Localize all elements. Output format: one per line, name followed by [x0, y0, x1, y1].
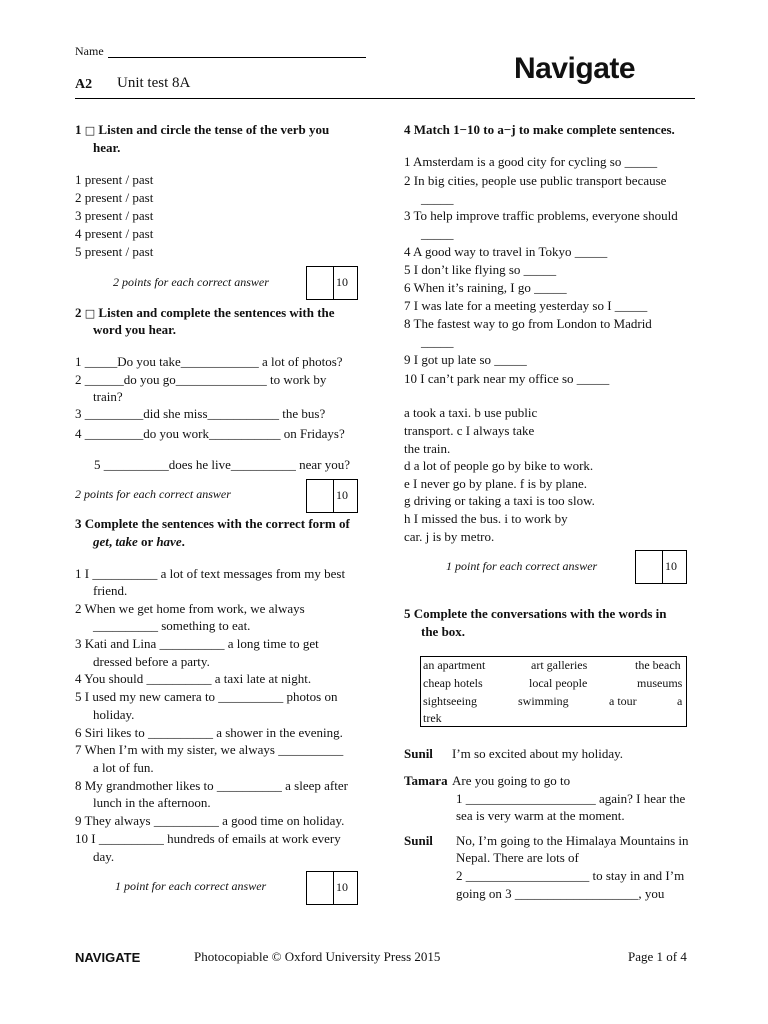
s2-title: 2 □ Listen and complete the sentences with the	[75, 305, 335, 320]
header-divider	[75, 98, 695, 99]
word-box-item: art galleries	[531, 658, 588, 672]
list-item[interactable]: 2 ______do you go______________ to work by	[75, 372, 327, 387]
s4-score-box[interactable]	[635, 550, 687, 584]
s2-score-total: 10	[336, 488, 348, 502]
list-item[interactable]: 10 I can’t park near my office so _____	[404, 371, 610, 386]
s3-title: 3 Complete the sentences with the correct form of	[75, 516, 350, 531]
list-item[interactable]: 6 When it’s raining, I go _____	[404, 280, 567, 295]
s1-points-note: 2 points for each correct answer	[113, 275, 269, 289]
s4-points-note: 1 point for each correct answer	[446, 559, 598, 573]
dialogue-line[interactable]: going on 3 ___________________, you	[456, 886, 665, 901]
name-field-line[interactable]	[108, 57, 366, 58]
speaker-name: Tamara	[404, 773, 448, 788]
list-item[interactable]: 3 Kati and Lina __________ a long time to get	[75, 636, 319, 651]
list-item[interactable]: 4 present / past	[75, 226, 154, 241]
s5-title: 5 Complete the conversations with the words in	[404, 606, 667, 621]
s1-score-total: 10	[336, 275, 348, 289]
audio-icon: □	[84, 124, 96, 137]
word-box-item: the beach	[635, 658, 681, 672]
list-item-cont: a lot of fun.	[93, 760, 154, 775]
list-item[interactable]: 10 I __________ hundreds of emails at work every	[75, 831, 341, 846]
test-title: Unit test 8A	[117, 75, 191, 91]
list-item[interactable]: 1 _____Do you take____________ a lot of photos?	[75, 354, 343, 369]
list-item[interactable]: 3 present / past	[75, 208, 154, 223]
list-item-cont: day.	[93, 849, 115, 864]
list-item[interactable]: 5 present / past	[75, 244, 154, 259]
s2-title-cont: word you hear.	[93, 322, 176, 337]
list-item[interactable]: 4 A good way to travel in Tokyo _____	[404, 244, 608, 259]
list-item[interactable]: 2 present / past	[75, 190, 154, 205]
list-item[interactable]: 1 Amsterdam is a good city for cycling so _____	[404, 154, 658, 169]
list-item[interactable]: 8 My grandmother likes to __________ a sleep after	[75, 778, 348, 793]
list-item-cont: friend.	[93, 583, 128, 598]
footer-page-number: Page 1 of 4	[628, 949, 687, 964]
s1-title-cont: hear.	[93, 140, 121, 155]
answer-line: h I missed the bus. i to work by	[404, 511, 568, 526]
list-item-cont: _____	[421, 226, 454, 241]
word-box-item: trek	[423, 711, 442, 725]
footer-brand: NAVIGATE	[75, 950, 141, 965]
list-item[interactable]: 9 They always __________ a good time on holiday.	[75, 813, 345, 828]
list-item[interactable]: 9 I got up late so _____	[404, 352, 527, 367]
word-box-item: sightseeing	[423, 694, 477, 708]
dialogue-line[interactable]: 1 ____________________ again? I hear the	[456, 791, 686, 806]
answer-line: g driving or taking a taxi is too slow.	[404, 493, 595, 508]
list-item-cont: lunch in the afternoon.	[93, 795, 211, 810]
s4-title: 4 Match 1−10 to a−j to make complete sentences.	[404, 122, 675, 137]
answer-line: transport. c I always take	[404, 423, 535, 438]
list-item[interactable]: 3 To help improve traffic problems, everyone should	[404, 208, 678, 223]
answer-line: d a lot of people go by bike to work.	[404, 458, 594, 473]
list-item[interactable]: 7 When I’m with my sister, we always __________	[75, 742, 344, 757]
s3-score-total: 10	[336, 880, 348, 894]
s3-title-cont: get, take or have.	[93, 534, 185, 549]
speaker-name: Sunil	[404, 833, 433, 848]
speaker-name: Sunil	[404, 746, 433, 761]
s2-score-box[interactable]	[306, 479, 358, 513]
list-item-cont: _____	[421, 191, 454, 206]
word-box-item: cheap hotels	[423, 676, 483, 690]
word-box-item: swimming	[518, 694, 569, 708]
list-item[interactable]: 5 __________does he live__________ near you?	[94, 457, 350, 472]
footer-copyright: Photocopiable © Oxford University Press 2015	[194, 949, 441, 964]
s2-points-note: 2 points for each correct answer	[75, 487, 231, 501]
list-item[interactable]: 1 present / past	[75, 172, 154, 187]
s1-title: 1 □ Listen and circle the tense of the verb you	[75, 122, 330, 137]
dialogue-line: No, I’m going to the Himalaya Mountains in	[456, 833, 689, 848]
list-item[interactable]: 5 I used my new camera to __________ photos on	[75, 689, 338, 704]
dialogue-line[interactable]: 2 ___________________ to stay in and I’m	[456, 868, 685, 883]
list-item-cont: dressed before a party.	[93, 654, 210, 669]
name-label: Name	[75, 44, 104, 58]
s5-title-cont: the box.	[421, 624, 466, 639]
word-box-item: a tour	[609, 694, 637, 708]
word-box-item: local people	[529, 676, 588, 690]
answer-line: a took a taxi. b use public	[404, 405, 538, 420]
list-item[interactable]: 2 When we get home from work, we always	[75, 601, 305, 616]
dialogue-line: I’m so excited about my holiday.	[452, 746, 624, 761]
dialogue-line: Are you going to go to	[452, 773, 571, 788]
audio-icon: □	[84, 307, 96, 320]
answer-line: car. j is by metro.	[404, 529, 495, 544]
s3-points-note: 1 point for each correct answer	[115, 879, 267, 893]
dialogue-line: Nepal. There are lots of	[456, 850, 579, 865]
answer-line: the train.	[404, 441, 451, 456]
navigate-logo: Navigate	[514, 52, 636, 85]
list-item-cont: _____	[421, 334, 454, 349]
s1-score-box[interactable]	[306, 266, 358, 300]
list-item[interactable]: 5 I don’t like flying so _____	[404, 262, 557, 277]
list-item[interactable]: 1 I __________ a lot of text messages from my best	[75, 566, 346, 581]
word-box-item: museums	[637, 676, 683, 690]
list-item[interactable]: 4 _________do you work___________ on Fridays?	[75, 426, 345, 441]
list-item[interactable]: 6 Siri likes to __________ a shower in the evening.	[75, 725, 343, 740]
list-item[interactable]: 8 The fastest way to go from London to Madrid	[404, 316, 652, 331]
level-label: A2	[75, 77, 93, 92]
list-item-cont: __________ something to eat.	[93, 618, 251, 633]
list-item[interactable]: 2 In big cities, people use public transport because	[404, 173, 667, 188]
list-item[interactable]: 7 I was late for a meeting yesterday so I _____	[404, 298, 648, 313]
list-item[interactable]: 3 _________did she miss___________ the bus?	[75, 406, 326, 421]
answer-line: e I never go by plane. f is by plane.	[404, 476, 588, 491]
list-item-cont: train?	[93, 389, 123, 404]
list-item[interactable]: 4 You should __________ a taxi late at night.	[75, 671, 312, 686]
s3-score-box[interactable]	[306, 871, 358, 905]
list-item-cont: holiday.	[93, 707, 135, 722]
word-box	[420, 656, 687, 727]
s4-score-total: 10	[665, 559, 677, 573]
word-box-item: an apartment	[423, 658, 486, 672]
dialogue-line: sea is very warm at the moment.	[456, 808, 625, 823]
word-box-item: a	[677, 694, 683, 708]
